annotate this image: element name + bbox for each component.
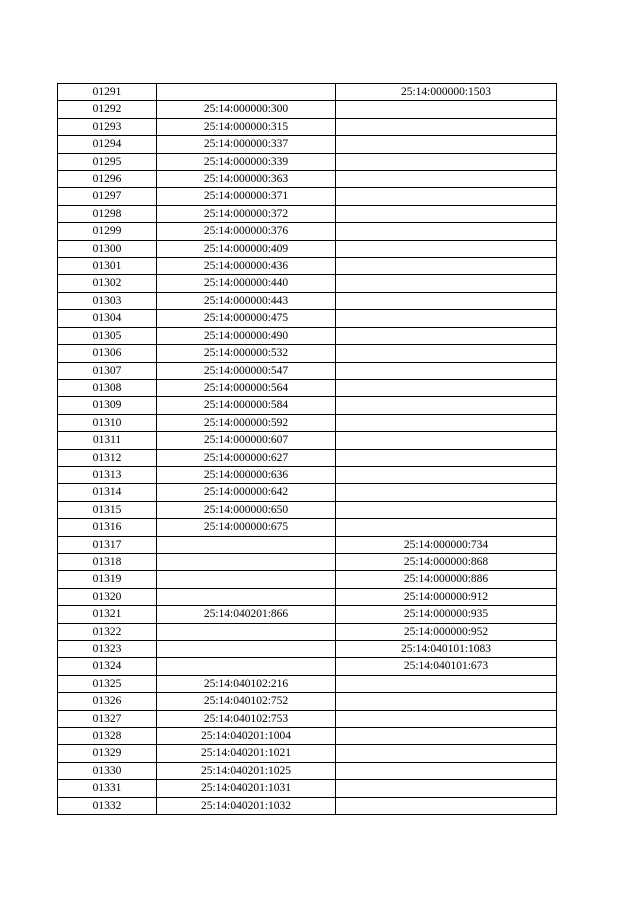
row-number-cell: 01328 bbox=[58, 728, 157, 745]
row-number-cell: 01323 bbox=[58, 641, 157, 658]
row-number-cell: 01316 bbox=[58, 519, 157, 536]
table-row bbox=[58, 118, 557, 135]
cadastral-number-cell bbox=[157, 536, 336, 553]
cadastral-number-alt-cell: 25:14:040101:673 bbox=[336, 658, 557, 675]
cadastral-number-cell: 25:14:000000:315 bbox=[157, 118, 336, 135]
cadastral-number-cell bbox=[157, 84, 336, 101]
cadastral-number-cell: 25:14:000000:475 bbox=[157, 310, 336, 327]
row-number-cell: 01307 bbox=[58, 362, 157, 379]
cadastral-number-cell bbox=[157, 658, 336, 675]
row-number-cell: 01305 bbox=[58, 327, 157, 344]
table-row bbox=[58, 136, 557, 153]
row-number-cell: 01329 bbox=[58, 745, 157, 762]
cadastral-number-alt-cell: 25:14:000000:886 bbox=[336, 571, 557, 588]
table-row bbox=[58, 171, 557, 188]
cadastral-number-cell: 25:14:000000:650 bbox=[157, 501, 336, 518]
cadastral-number-cell bbox=[157, 623, 336, 640]
table-row bbox=[58, 84, 557, 101]
cadastral-number-alt-cell: 25:14:000000:935 bbox=[336, 606, 557, 623]
cadastral-number-alt-cell bbox=[336, 693, 557, 710]
row-number-cell: 01331 bbox=[58, 780, 157, 797]
table-row bbox=[58, 641, 557, 658]
cadastral-number-cell bbox=[157, 571, 336, 588]
cadastral-number-cell: 25:14:000000:376 bbox=[157, 223, 336, 240]
table-row bbox=[58, 397, 557, 414]
cadastral-number-cell bbox=[157, 588, 336, 605]
table-row bbox=[58, 275, 557, 292]
row-number-cell: 01298 bbox=[58, 205, 157, 222]
row-number-cell: 01324 bbox=[58, 658, 157, 675]
cadastral-number-alt-cell bbox=[336, 397, 557, 414]
table-row bbox=[58, 379, 557, 396]
table-row bbox=[58, 258, 557, 275]
cadastral-number-cell: 25:14:000000:607 bbox=[157, 432, 336, 449]
table-row bbox=[58, 536, 557, 553]
cadastral-number-alt-cell bbox=[336, 362, 557, 379]
cadastral-number-cell: 25:14:040201:1021 bbox=[157, 745, 336, 762]
cadastral-number-alt-cell bbox=[336, 240, 557, 257]
row-number-cell: 01309 bbox=[58, 397, 157, 414]
cadastral-number-cell: 25:14:000000:372 bbox=[157, 205, 336, 222]
table-row bbox=[58, 414, 557, 431]
row-number-cell: 01296 bbox=[58, 171, 157, 188]
row-number-cell: 01322 bbox=[58, 623, 157, 640]
cadastral-number-cell: 25:14:000000:490 bbox=[157, 327, 336, 344]
table-body bbox=[58, 84, 557, 815]
cadastral-number-alt-cell bbox=[336, 710, 557, 727]
cadastral-number-alt-cell bbox=[336, 275, 557, 292]
cadastral-number-alt-cell: 25:14:000000:1503 bbox=[336, 84, 557, 101]
cadastral-number-cell bbox=[157, 641, 336, 658]
row-number-cell: 01308 bbox=[58, 379, 157, 396]
cadastral-number-alt-cell bbox=[336, 310, 557, 327]
row-number-cell: 01302 bbox=[58, 275, 157, 292]
table-row bbox=[58, 223, 557, 240]
row-number-cell: 01318 bbox=[58, 553, 157, 570]
cadastral-number-cell: 25:14:000000:436 bbox=[157, 258, 336, 275]
cadastral-number-cell: 25:14:000000:642 bbox=[157, 484, 336, 501]
table-row bbox=[58, 658, 557, 675]
row-number-cell: 01319 bbox=[58, 571, 157, 588]
table-row bbox=[58, 623, 557, 640]
table-row bbox=[58, 780, 557, 797]
cadastral-number-alt-cell bbox=[336, 153, 557, 170]
cadastral-number-alt-cell bbox=[336, 136, 557, 153]
cadastral-number-cell: 25:14:000000:337 bbox=[157, 136, 336, 153]
table-row bbox=[58, 745, 557, 762]
table-row bbox=[58, 153, 557, 170]
row-number-cell: 01312 bbox=[58, 449, 157, 466]
row-number-cell: 01299 bbox=[58, 223, 157, 240]
row-number-cell: 01291 bbox=[58, 84, 157, 101]
row-number-cell: 01327 bbox=[58, 710, 157, 727]
table-row bbox=[58, 762, 557, 779]
cadastral-number-cell: 25:14:000000:300 bbox=[157, 101, 336, 118]
cadastral-number-cell: 25:14:000000:532 bbox=[157, 345, 336, 362]
table-row bbox=[58, 449, 557, 466]
cadastral-number-cell: 25:14:000000:363 bbox=[157, 171, 336, 188]
cadastral-number-cell: 25:14:040201:1032 bbox=[157, 797, 336, 814]
cadastral-number-alt-cell bbox=[336, 292, 557, 309]
cadastral-number-cell: 25:14:000000:371 bbox=[157, 188, 336, 205]
cadastral-number-alt-cell: 25:14:040101:1083 bbox=[336, 641, 557, 658]
cadastral-number-cell: 25:14:000000:339 bbox=[157, 153, 336, 170]
cadastral-number-alt-cell bbox=[336, 484, 557, 501]
cadastral-number-cell: 25:14:000000:636 bbox=[157, 466, 336, 483]
table-row bbox=[58, 484, 557, 501]
cadastral-number-alt-cell bbox=[336, 171, 557, 188]
row-number-cell: 01300 bbox=[58, 240, 157, 257]
row-number-cell: 01315 bbox=[58, 501, 157, 518]
row-number-cell: 01303 bbox=[58, 292, 157, 309]
row-number-cell: 01313 bbox=[58, 466, 157, 483]
row-number-cell: 01297 bbox=[58, 188, 157, 205]
cadastral-number-alt-cell bbox=[336, 223, 557, 240]
table-row bbox=[58, 710, 557, 727]
table-row bbox=[58, 693, 557, 710]
cadastral-number-alt-cell: 25:14:000000:912 bbox=[336, 588, 557, 605]
table-row bbox=[58, 327, 557, 344]
cadastral-number-alt-cell bbox=[336, 762, 557, 779]
cadastral-number-cell: 25:14:040201:1004 bbox=[157, 728, 336, 745]
cadastral-number-cell: 25:14:040201:866 bbox=[157, 606, 336, 623]
cadastral-number-alt-cell bbox=[336, 205, 557, 222]
cadastral-number-table bbox=[57, 83, 557, 815]
table-row bbox=[58, 205, 557, 222]
cadastral-number-cell: 25:14:040102:752 bbox=[157, 693, 336, 710]
row-number-cell: 01321 bbox=[58, 606, 157, 623]
row-number-cell: 01310 bbox=[58, 414, 157, 431]
cadastral-number-cell: 25:14:000000:675 bbox=[157, 519, 336, 536]
row-number-cell: 01311 bbox=[58, 432, 157, 449]
cadastral-number-alt-cell bbox=[336, 327, 557, 344]
table-row bbox=[58, 188, 557, 205]
row-number-cell: 01301 bbox=[58, 258, 157, 275]
table-row bbox=[58, 101, 557, 118]
table-row bbox=[58, 519, 557, 536]
row-number-cell: 01292 bbox=[58, 101, 157, 118]
table-row bbox=[58, 797, 557, 814]
cadastral-number-alt-cell bbox=[336, 675, 557, 692]
row-number-cell: 01295 bbox=[58, 153, 157, 170]
row-number-cell: 01314 bbox=[58, 484, 157, 501]
row-number-cell: 01326 bbox=[58, 693, 157, 710]
table-row bbox=[58, 432, 557, 449]
cadastral-number-alt-cell bbox=[336, 797, 557, 814]
cadastral-number-alt-cell bbox=[336, 780, 557, 797]
table-row bbox=[58, 292, 557, 309]
cadastral-number-alt-cell bbox=[336, 118, 557, 135]
table-row bbox=[58, 240, 557, 257]
cadastral-number-alt-cell bbox=[336, 519, 557, 536]
cadastral-number-cell: 25:14:000000:547 bbox=[157, 362, 336, 379]
cadastral-number-cell: 25:14:000000:564 bbox=[157, 379, 336, 396]
table-row bbox=[58, 345, 557, 362]
cadastral-number-alt-cell: 25:14:000000:734 bbox=[336, 536, 557, 553]
cadastral-number-cell bbox=[157, 553, 336, 570]
cadastral-number-alt-cell bbox=[336, 101, 557, 118]
cadastral-number-alt-cell bbox=[336, 414, 557, 431]
table-row bbox=[58, 606, 557, 623]
row-number-cell: 01320 bbox=[58, 588, 157, 605]
cadastral-number-alt-cell bbox=[336, 258, 557, 275]
cadastral-number-alt-cell bbox=[336, 745, 557, 762]
cadastral-number-alt-cell bbox=[336, 501, 557, 518]
cadastral-number-cell: 25:14:040102:216 bbox=[157, 675, 336, 692]
cadastral-number-alt-cell bbox=[336, 188, 557, 205]
table-row bbox=[58, 310, 557, 327]
cadastral-number-alt-cell: 25:14:000000:952 bbox=[336, 623, 557, 640]
cadastral-number-cell: 25:14:040102:753 bbox=[157, 710, 336, 727]
cadastral-number-alt-cell bbox=[336, 379, 557, 396]
row-number-cell: 01317 bbox=[58, 536, 157, 553]
cadastral-number-cell: 25:14:000000:584 bbox=[157, 397, 336, 414]
cadastral-number-cell: 25:14:040201:1025 bbox=[157, 762, 336, 779]
cadastral-number-alt-cell bbox=[336, 466, 557, 483]
cadastral-number-alt-cell bbox=[336, 345, 557, 362]
cadastral-number-cell: 25:14:000000:409 bbox=[157, 240, 336, 257]
cadastral-number-alt-cell: 25:14:000000:868 bbox=[336, 553, 557, 570]
cadastral-number-alt-cell bbox=[336, 728, 557, 745]
cadastral-number-cell: 25:14:040201:1031 bbox=[157, 780, 336, 797]
table-row bbox=[58, 466, 557, 483]
cadastral-number-alt-cell bbox=[336, 432, 557, 449]
row-number-cell: 01325 bbox=[58, 675, 157, 692]
table-row bbox=[58, 588, 557, 605]
cadastral-number-cell: 25:14:000000:443 bbox=[157, 292, 336, 309]
row-number-cell: 01304 bbox=[58, 310, 157, 327]
cadastral-number-cell: 25:14:000000:440 bbox=[157, 275, 336, 292]
table-row bbox=[58, 728, 557, 745]
table-row bbox=[58, 501, 557, 518]
row-number-cell: 01294 bbox=[58, 136, 157, 153]
table-row bbox=[58, 571, 557, 588]
row-number-cell: 01293 bbox=[58, 118, 157, 135]
table-row bbox=[58, 553, 557, 570]
cadastral-number-cell: 25:14:000000:592 bbox=[157, 414, 336, 431]
cadastral-number-alt-cell bbox=[336, 449, 557, 466]
table-row bbox=[58, 362, 557, 379]
row-number-cell: 01332 bbox=[58, 797, 157, 814]
row-number-cell: 01330 bbox=[58, 762, 157, 779]
table-row bbox=[58, 675, 557, 692]
cadastral-number-cell: 25:14:000000:627 bbox=[157, 449, 336, 466]
row-number-cell: 01306 bbox=[58, 345, 157, 362]
